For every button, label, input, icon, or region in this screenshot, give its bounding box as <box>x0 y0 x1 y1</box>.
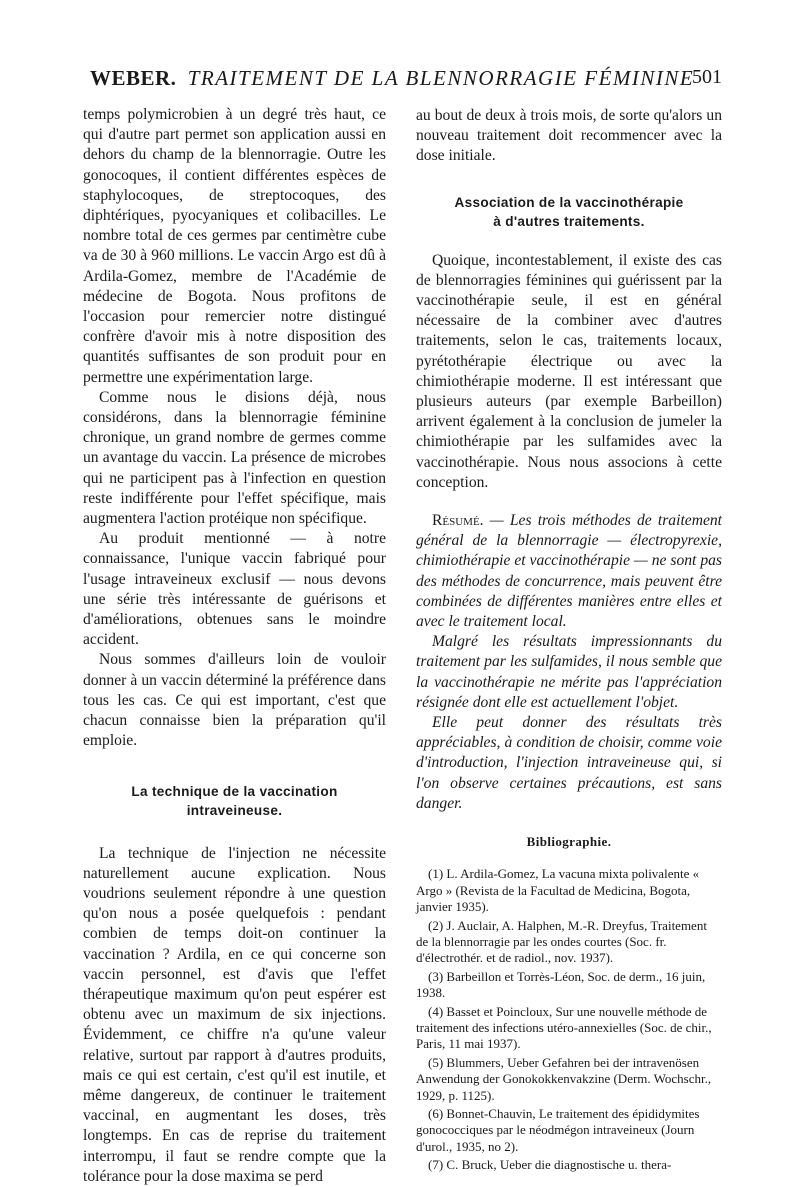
running-header <box>90 66 722 96</box>
section-heading <box>416 193 722 231</box>
reference-item: (1) L. Ardila-Gomez, La vacuna mixta polivalente « Argo » (Revista de la Facultad de Medicina, Bogota, janvier 1935). <box>416 866 700 915</box>
reference-item: (5) Blummers, Ueber Gefahren bei der intravenösen Anwendung der Gonokokkenvakzine (Derm. Wochschr., 1929, p. 1125). <box>416 1054 712 1103</box>
paragraph: Quoique, incontestablement, il existe des cas de blennorragies féminines qui guérissent par la vaccinothérapie seule, il est en général nécessaire de la combiner avec d'autres traitements, selon le cas, traitements locaux, pyrétothérapie électrique ou avec la chimiothérapie moderne. Il est intéressant que plusieurs auteurs (par exemple Barbeillon) arrivent également à la conclusion de jumeler la chimiothérapie par les sulfamides avec la vaccinothérapie. Nous nous associons à cette conception. <box>416 251 722 491</box>
summary <box>416 511 722 814</box>
paragraph: La technique de l'injection ne nécessite naturellement aucune explication. Nous voudrions seulement répondre à une question qu'on nous a posée quelquefois : pendant combien de temps doit-on continuer la vaccination ? Ardila, en ce qui concerne son vaccin personnel, est d'avis que l'effet thérapeutique maximum qu'on peut espérer est obtenu avec un maximum de six injections. Évidemment, ce chiffre n'a qu'une valeur relative, surtout par rapport à d'autres produits, mais ce qui est certain, c'est qu'il est inutile, et même dangereux, de continuer le traitement vaccinal, en augmentant les doses, très longtemps. En cas de reprise du traitement interrompu, il faut se rendre compte que la tolérance pour la dose maxima se perd <box>83 844 386 1185</box>
section-heading-line: à d'autres traitements. <box>493 213 645 229</box>
left-column <box>83 105 386 1187</box>
section-heading <box>83 782 386 820</box>
reference-item: (2) J. Auclair, A. Halphen, M.-R. Dreyfus, Traitement de la blennorragie par les ondes courtes (Soc. fr. d'électrothér. et de radiol., nov. 1937). <box>416 917 707 966</box>
section-heading-line: Association de la vaccinothérapie <box>454 194 684 210</box>
header-author: WEBER. <box>90 66 177 90</box>
summary-text: Elle peut donner des résultats très appréciables, à condition de choisir, comme voie d'introduction, l'injection intraveineuse qui, si l'on observe certaines précautions, est sans danger. <box>416 714 722 812</box>
paragraph: Au produit mentionné — à notre connaissance, l'unique vaccin fabriqué pour l'usage intraveineux exclusif — nous devons une série très intéressante de guérisons et d'améliorations, obtenues sans le moindre accident. <box>83 530 386 649</box>
reference-item: (6) Bonnet-Chauvin, Le traitement des épididymites gonococciques par le néodmégon intraveineux (Journ d'urol., 1935, no 2). <box>416 1105 700 1154</box>
paragraph: Comme nous le disions déjà, nous considérons, dans la blennorragie féminine chronique, un grand nombre de germes comme un avantage du vaccin. La présence de microbes qui ne participent pas à l'infection en question reste indifférente pour l'effet spécifique, mais augmentera l'action protéique non spécifique. <box>83 388 386 528</box>
bibliography-heading: Bibliographie. <box>526 834 612 850</box>
section-heading-line: intraveineuse. <box>186 802 283 818</box>
paragraph: au bout de deux à trois mois, de sorte qu'alors un nouveau traitement doit recommencer avec la dose initiale. <box>416 107 722 165</box>
section-heading-line: La technique de la vaccination <box>131 783 338 799</box>
summary-text: — Les trois méthodes de traitement général de la blennorragie — électropyrexie, chimiothérapie et vaccinothérapie — ne sont pas des méthodes de concurrence, mais peuvent être combinées de différentes manières entre elles et avec le traitement local. <box>416 512 723 631</box>
summary-text: Malgré les résultats impressionnants du traitement par les sulfamides, il nous semble que la vaccinothérapie ne mérite pas l'appréciation résignée dont elle est actuellement l'objet. <box>416 633 722 711</box>
bibliography <box>416 866 722 1173</box>
reference-item: (7) C. Bruck, Ueber die diagnostische u. thera- <box>428 1157 672 1173</box>
right-column <box>416 106 722 1176</box>
reference-item: (4) Basset et Poincloux, Sur une nouvelle méthode de traitement des infections utéro-annexielles (Soc. de chir., Paris, 11 mai 1937). <box>416 1003 712 1052</box>
summary-label: Résumé. <box>432 512 484 530</box>
paragraph: Nous sommes d'ailleurs loin de vouloir donner à un vaccin déterminé la préférence dans tous les cas. Ce qui est important, c'est que chacun connaisse bien la préparation qu'il emploie. <box>83 651 386 750</box>
page-number: 501 <box>692 66 722 88</box>
header-title: TRAITEMENT DE LA BLENNORRAGIE FÉMININE <box>187 66 695 90</box>
reference-item: (3) Barbeillon et Torrès-Léon, Soc. de derm., 16 juin, 1938. <box>416 968 706 1001</box>
paragraph: temps polymicrobien à un degré très haut, ce qui d'autre part permet son application aussi en dehors du champ de la blennorragie. Outre les gonocoques, il contient différentes espèces de staphylocoques, de streptocoques, des diphtériques, pyocyaniques et colibacilles. Le nombre total de ces germes par centimètre cube va de 30 à 960 millions. Le vaccin Argo est dû à Ardila-Gomez, membre de l'Académie de médecine de Bogota. Nous profitons de l'occasion pour remercier notre distingué confrère d'avoir mis à notre disposition des quantités suffisantes de son produit pour en permettre une expérimentation large. <box>83 106 386 386</box>
